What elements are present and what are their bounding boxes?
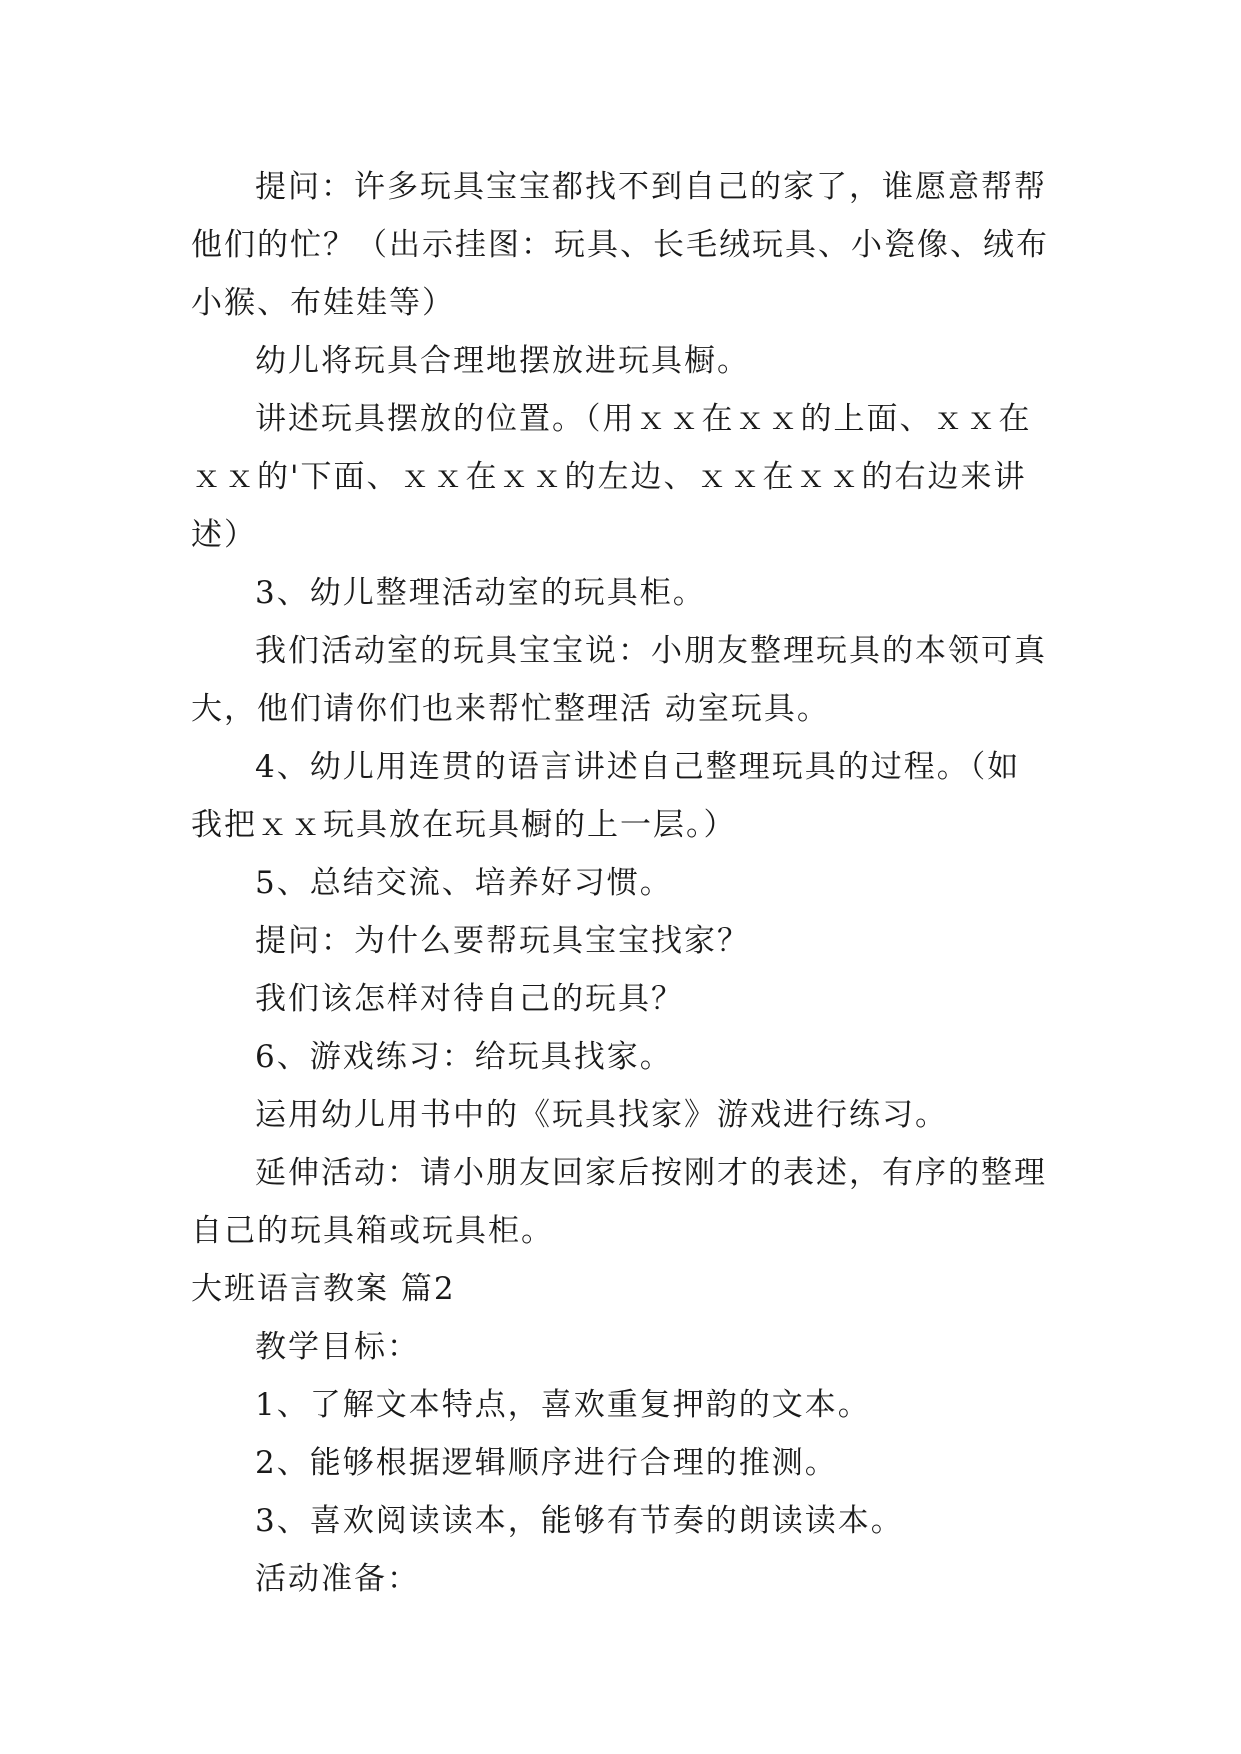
section-heading: 大班语言教案 篇2 bbox=[191, 1271, 456, 1307]
document-body bbox=[191, 158, 1051, 1608]
paragraph: 1、了解文本特点，喜欢重复押韵的文本。 bbox=[255, 1387, 871, 1423]
paragraph: 2、能够根据逻辑顺序进行合理的推测。 bbox=[255, 1445, 838, 1481]
paragraph: 我们活动室的玩具宝宝说：小朋友整理玩具的本领可真大，他们请你们也来帮忙整理活 动室玩具。 bbox=[191, 633, 1047, 727]
paragraph: 教学目标： bbox=[255, 1329, 420, 1365]
paragraph: 3、喜欢阅读读本，能够有节奏的朗读读本。 bbox=[255, 1503, 904, 1539]
paragraph: 提问：为什么要帮玩具宝宝找家？ bbox=[255, 923, 750, 959]
paragraph: 6、游戏练习：给玩具找家。 bbox=[255, 1039, 673, 1075]
paragraph: 3、幼儿整理活动室的玩具柜。 bbox=[255, 575, 706, 611]
paragraph: 5、总结交流、培养好习惯。 bbox=[255, 865, 673, 901]
paragraph: 幼儿将玩具合理地摆放进玩具橱。 bbox=[255, 343, 750, 379]
paragraph: 讲述玩具摆放的位置。（用ｘｘ在ｘｘ的上面、ｘｘ在ｘｘ的'下面、ｘｘ在ｘｘ的左边、ｘｘ在ｘｘ的右边来讲述） bbox=[191, 401, 1032, 553]
paragraph: 我们该怎样对待自己的玩具？ bbox=[255, 981, 684, 1017]
paragraph: 提问：许多玩具宝宝都找不到自己的家了，谁愿意帮帮他们的忙？（出示挂图：玩具、长毛绒玩具、小瓷像、绒布小猴、布娃娃等） bbox=[191, 169, 1049, 321]
paragraph: 运用幼儿用书中的《玩具找家》游戏进行练习。 bbox=[255, 1097, 948, 1133]
paragraph: 4、幼儿用连贯的语言讲述自己整理玩具的过程。（如我把ｘｘ玩具放在玩具橱的上一层。） bbox=[191, 749, 1021, 843]
paragraph: 延伸活动：请小朋友回家后按刚才的表述，有序的整理自己的玩具箱或玩具柜。 bbox=[191, 1155, 1047, 1249]
paragraph: 活动准备： bbox=[255, 1561, 420, 1597]
